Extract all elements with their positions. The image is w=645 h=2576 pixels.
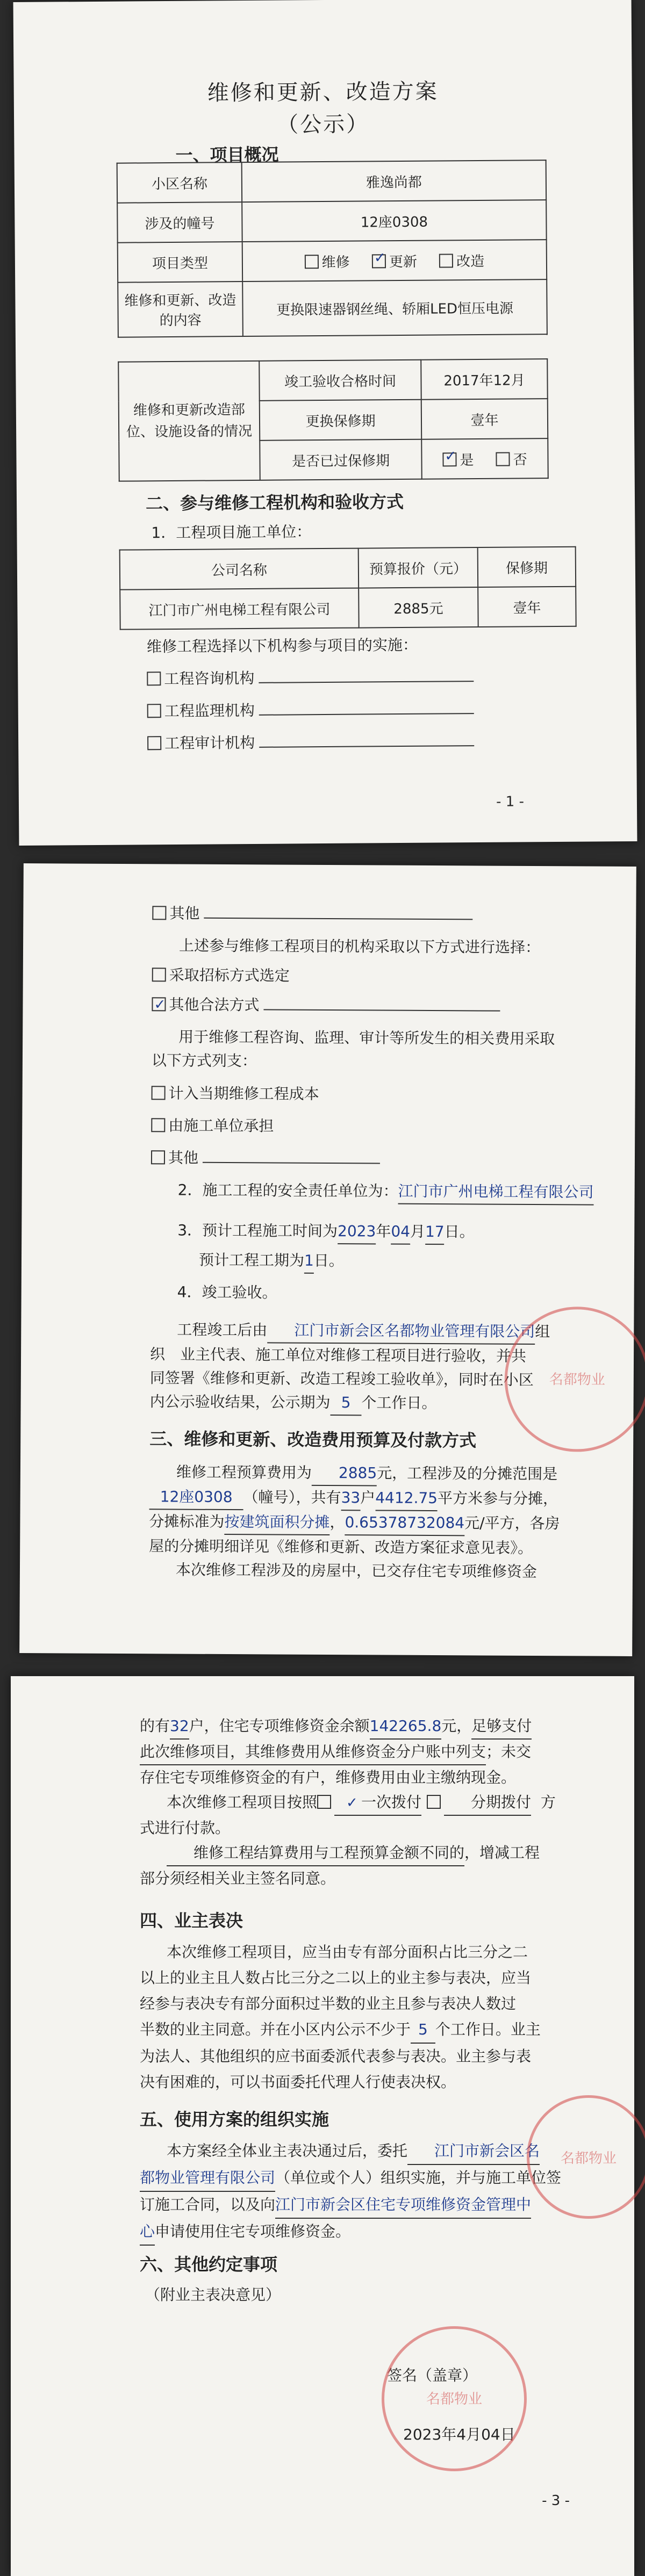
agencies-intro: 维修工程选择以下机构参与项目的实施： (146, 636, 418, 656)
household-count: 33 (341, 1486, 360, 1511)
schedule-label: 3．预计工程施工时间为 (177, 1221, 338, 1240)
checkbox-lump-sum-checked (317, 1795, 331, 1809)
impl-company: 江门市新会区名 (407, 2138, 540, 2165)
impl-company: 都物业管理有限公司 (140, 2165, 275, 2192)
contractor-table (119, 546, 577, 630)
section-6-heading: 六、其他约定事项 (140, 2254, 278, 2275)
page-number: - 1 - (496, 793, 525, 810)
payment-option: 分期拨付 (444, 1790, 531, 1816)
cell-value: 壹年 (421, 399, 548, 439)
seal-text: 名都物业 (549, 1372, 605, 1388)
budget-text: 元，工程涉及的分摊范围是 (377, 1464, 558, 1483)
fee-option (151, 1114, 274, 1138)
payment-line (140, 1790, 570, 1816)
vote-line: 为法人、其他组织的应书面委派代表参与表决。业主参与表 (140, 2047, 532, 2065)
duration-label: 预计工程工期为 (198, 1251, 305, 1269)
blank-line (259, 713, 474, 716)
checkbox-repair (304, 255, 318, 269)
payment-text: 方 (540, 1793, 556, 1811)
cell-label: 更换保修期 (260, 400, 422, 441)
fund-center: 心 (140, 2219, 155, 2246)
vote-line: 经参与表决专有部分面积过半数的业主且参与表决人数过 (140, 1995, 517, 2012)
vote-line: 决有困难的，可以书面委托代理人行使表决权。 (140, 2073, 456, 2091)
signature-date: 2023年4月04日 (403, 2426, 515, 2443)
budget-line: 屋的分摊明细详见《维修和更新、改造方案征求意见表》。 (149, 1537, 533, 1557)
impl-text: 申请使用住宅专项维修资金。 (155, 2223, 351, 2240)
agency-row (147, 697, 524, 723)
start-day: 17 (425, 1220, 445, 1245)
impl-text: （单位或个人）组织实施，并与施工单位签 (275, 2169, 562, 2187)
checkbox-fee (151, 1118, 165, 1132)
settlement-text: 维修工程结算费用与工程预算金额不同的 (167, 1841, 464, 1866)
vote-text: 半数的业主同意。并在小区内公示不少于 (140, 2021, 411, 2038)
budget-line (149, 1510, 574, 1536)
agency-label: 工程监理机构 (164, 701, 255, 720)
fund-text: ；未交 (486, 1743, 532, 1760)
project-overview-table (117, 160, 548, 338)
agency-label: 工程审计机构 (164, 733, 255, 753)
settlement-text: ，增减工程 (464, 1844, 540, 1861)
impl-line (140, 2138, 570, 2165)
acceptance-heading: 4．竣工验收。 (177, 1283, 277, 1302)
acc-text: 组 (535, 1323, 550, 1341)
page-number: - 3 - (542, 2493, 570, 2509)
impl-text: 本方案经全体业主表决通过后，委托 (167, 2142, 408, 2160)
allocation-method: 按建筑面积分摊 (224, 1510, 329, 1535)
cell-value: 更换限速器钢丝绳、轿厢LED恒压电源 (242, 279, 547, 336)
vote-publicity-days: 5 (411, 2017, 435, 2044)
checkbox-other (152, 906, 166, 920)
safety-unit-name: 江门市广州电梯工程有限公司 (398, 1180, 593, 1206)
subsection-1: 1．工程项目施工单位： (151, 523, 312, 542)
checkbox-agency (147, 672, 161, 686)
impl-line (140, 2219, 570, 2246)
company-seal (382, 2326, 527, 2471)
fee-option (152, 1081, 319, 1106)
seal-text: 名都物业 (560, 2151, 617, 2167)
vote-line: 本次维修工程项目，应当由专有部分面积占比三分之二 (167, 1943, 528, 1961)
document-page-1 (13, 0, 637, 846)
checkbox-fee (151, 1150, 165, 1164)
budget-text: 元/平方，各房 (464, 1514, 560, 1533)
selection-option (152, 963, 290, 987)
column-header: 保修期 (478, 547, 576, 587)
settlement-line (140, 1841, 570, 1866)
budget-text: 平方米参与分摊， (437, 1489, 558, 1508)
document-page-2 (19, 863, 636, 1656)
column-header: 预算报价（元） (359, 547, 478, 588)
section-1-heading: 一、项目概况 (175, 144, 279, 165)
start-year: 2023 (338, 1220, 376, 1244)
property-company: 江门市新会区名都物业管理有限公司 (267, 1318, 535, 1345)
company-seal (527, 2095, 645, 2219)
vote-line: 以上的业主且人数占比三分之二以上的业主参与表决，应当 (140, 1969, 532, 1987)
blank-line (263, 1009, 500, 1011)
budget-line (149, 1485, 574, 1512)
cell-label: 维修和更新、改造的内容 (118, 282, 243, 337)
section-2-heading: 二、参与维修工程机构和验收方式 (145, 491, 404, 514)
deposit-households: 32 (170, 1714, 189, 1740)
budget-line: 本次维修工程涉及的房屋中，已交存住宅专项维修资金 (175, 1561, 538, 1581)
building-number: 12座0308 (149, 1485, 243, 1510)
checkbox-no (496, 452, 510, 466)
safety-label: 2．施工工程的安全责任单位为： (177, 1181, 398, 1200)
agency-row (147, 729, 524, 755)
company-seal (504, 1307, 645, 1452)
document-page-3 (11, 1676, 634, 2576)
acc-text: 工程竣工后由 (177, 1321, 268, 1339)
cell-value: 雅逸尚都 (242, 160, 547, 202)
column-header: 公司名称 (120, 549, 359, 590)
project-type-options (242, 240, 547, 282)
selection-intro: 上述参与维修工程项目的机构采取以下方式进行选择： (178, 936, 541, 957)
facility-status-table (118, 358, 549, 482)
vote-paragraph (140, 1939, 570, 2095)
budget-text: （幢号），共有 (243, 1488, 341, 1507)
impl-text: 订施工合同，以及向 (140, 2196, 276, 2213)
payment-option: 一次拨付 (334, 1790, 421, 1816)
option-label: 由施工单位承担 (168, 1116, 274, 1135)
impl-line (140, 2165, 570, 2192)
fund-balance: 142265.8 (370, 1714, 442, 1740)
warranty-cell: 壹年 (478, 587, 576, 627)
checkbox-reform (439, 254, 453, 268)
warranty-expired-options (421, 438, 548, 479)
fund-paragraph (140, 1714, 570, 1891)
duration-line: 预计工程工期为1日。 (199, 1249, 344, 1274)
option-label: 是 (460, 452, 474, 468)
fund-text: 户，住宅专项维修资金余额 (189, 1717, 370, 1735)
attachment-note: （附业主表决意见） (145, 2286, 281, 2304)
option-label: 采取招标方式选定 (169, 966, 290, 985)
fund-text: 足够支付 (471, 1714, 532, 1740)
section-3-heading: 三、维修和更新、改造费用预算及付款方式 (149, 1428, 477, 1451)
checkbox-update-checked (372, 254, 386, 268)
other-agency-row (152, 901, 472, 927)
budget-text: ， (329, 1513, 345, 1532)
option-label: 否 (513, 451, 527, 468)
cell-label: 维修和更新改造部位、设施设备的情况 (118, 361, 260, 481)
cell-label: 项目类型 (118, 242, 243, 283)
budget-text: 维修工程预算费用为 (176, 1463, 312, 1482)
checkbox-tender (152, 968, 166, 982)
schedule-line: 3．预计工程施工时间为2023年04月17日。 (177, 1219, 475, 1245)
cell-label: 涉及的幢号 (117, 202, 242, 243)
option-label: 维修 (321, 254, 350, 271)
fee-intro: 用于维修工程咨询、监理、审计等所发生的相关费用采取以下方式列支： (151, 1028, 555, 1070)
agency-label: 工程咨询机构 (164, 669, 255, 688)
budget-text: 分摊标准为 (149, 1512, 225, 1531)
section-4-heading: 四、业主表决 (140, 1910, 243, 1931)
unit-rate: 0.65378732084 (345, 1511, 464, 1536)
payment-line: 式进行付款。 (140, 1819, 231, 1837)
checkbox-agency (147, 704, 161, 718)
blank-line (259, 745, 474, 748)
checkbox-fee (152, 1086, 166, 1100)
option-label: 其他 (168, 1149, 199, 1167)
acc-text: 个工作日。 (361, 1394, 437, 1412)
agency-row (147, 665, 523, 691)
fund-center: 江门市新会区住宅专项维修资金管理中 (275, 2192, 531, 2219)
signature-label: 签名（盖章） (387, 2366, 478, 2384)
cell-value: 12座0308 (242, 200, 547, 242)
selection-option (152, 993, 500, 1018)
vote-text: 个工作日。业主 (435, 2021, 541, 2038)
other-label: 其他 (169, 904, 200, 922)
checkbox-yes-checked (442, 452, 456, 466)
cell-label: 竣工验收合格时间 (259, 360, 421, 401)
impl-line (140, 2192, 570, 2219)
doc-title: 维修和更新、改造方案 (207, 79, 439, 106)
option-label: 改造 (456, 253, 485, 270)
fund-text: 此次维修项目，其维修费用从维修资金分户账中列支 (140, 1740, 486, 1765)
fund-text: 元， (441, 1717, 472, 1735)
acc-text: 内公示验收结果，公示期为 (149, 1392, 331, 1412)
fund-line (140, 1714, 570, 1740)
doc-subtitle: （公示） (276, 112, 370, 138)
fee-option (151, 1146, 380, 1171)
safety-unit-line (178, 1179, 594, 1206)
seal-text: 名都物业 (426, 2391, 482, 2407)
option-label: 计入当期维修工程成本 (168, 1084, 319, 1103)
option-label: 更新 (389, 254, 418, 270)
section-5-heading: 五、使用方案的组织实施 (140, 2109, 329, 2130)
acc-line: 同签署《维修和更新、改造工程竣工验收单》，同时在小区 (149, 1369, 534, 1389)
blank-line (259, 681, 474, 683)
checkbox-agency (147, 736, 161, 750)
publicity-days: 5 (330, 1391, 361, 1416)
fund-line: 存住宅专项维修资金的有户，维修费用由业主缴纳现金。 (140, 1769, 517, 1786)
budget-line (149, 1460, 574, 1487)
area-total: 4412.75 (375, 1486, 438, 1511)
budget-text: 户 (360, 1489, 376, 1507)
fund-line (140, 1740, 570, 1765)
acc-line (150, 1318, 569, 1345)
acc-line: 织 业主代表、施工单位对维修工程项目进行验收，并共 (149, 1345, 527, 1365)
fund-text: 的有 (140, 1717, 170, 1735)
implementation-paragraph (140, 2138, 570, 2246)
cell-label: 是否已过保修期 (260, 439, 422, 480)
blank-line (203, 1162, 380, 1164)
budget-amount: 2885 (312, 1461, 377, 1487)
blank-line (204, 918, 472, 920)
vote-line (140, 2017, 570, 2044)
option-label: 其他合法方式 (169, 995, 260, 1014)
start-month: 04 (391, 1220, 410, 1245)
checkbox-installment (427, 1795, 441, 1809)
company-name-cell: 江门市广州电梯工程有限公司 (120, 588, 359, 630)
settlement-line: 部分须经相关业主签名同意。 (140, 1870, 336, 1887)
duration-days: 1 (304, 1249, 314, 1274)
cell-value: 2017年12月 (421, 359, 547, 400)
checkbox-other-legal-checked (152, 997, 166, 1011)
payment-text: 本次维修工程项目按照 (167, 1793, 318, 1811)
cell-label: 小区名称 (117, 162, 242, 203)
budget-cell: 2885元 (359, 587, 478, 628)
budget-paragraph (149, 1460, 574, 1584)
